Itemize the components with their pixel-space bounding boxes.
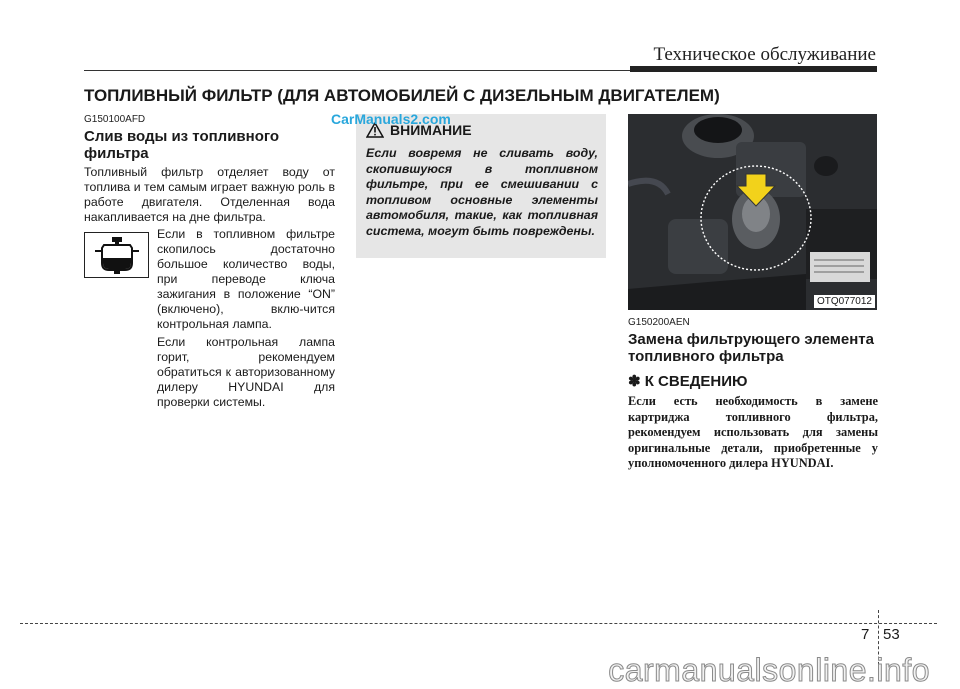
fuel-filter-warning-icon <box>84 232 149 278</box>
watermark-bottom: carmanualsonline.info <box>608 652 930 688</box>
page-title: ТОПЛИВНЫЙ ФИЛЬТР (ДЛЯ АВТОМОБИЛЕЙ С ДИЗЕЛЬНЫМ ДВИГАТЕЛЕМ) <box>84 86 720 105</box>
drain-paragraph-2: Если в топливном фильтре скопилось достаточно большое количество воды, при переводе ключа зажигания в положение “ON” (включено), вклю-чится контрольная лампа. <box>157 227 335 331</box>
header-rule <box>84 70 630 71</box>
section-code-2: G150200AEN <box>628 317 690 328</box>
footer-rule <box>20 623 937 624</box>
info-text: Если есть необходимость в замене картриджа топливного фильтра, рекомендуем использовать для замены оригинальные детали, приобретенные у уполномоченного дилера HYUNDAI. <box>628 394 878 470</box>
drain-heading: Слив воды из топливного фильтра <box>84 128 280 162</box>
info-title: ✽ К СВЕДЕНИЮ <box>628 373 748 390</box>
warning-title-text: ВНИМАНИЕ <box>390 122 472 138</box>
warning-box <box>356 114 606 258</box>
replace-heading: Замена фильтрующего элемента топливного фильтра <box>628 331 874 365</box>
watermark-top: CarManuals2.com <box>331 111 451 127</box>
warning-text: Если вовремя не сливать воду, скопившуюся в топливном фильтре, при ее смешивании с топливом основные элементы автомобиля, такие, как топливная система, могут быть повреждены. <box>366 146 598 238</box>
drain-paragraph-3: Если контрольная лампа горит, рекомендуем обратиться к авторизованному дилеру HYUNDAI для проверки системы. <box>157 335 335 409</box>
header-rule-thick <box>630 66 877 72</box>
engine-photo <box>628 114 877 310</box>
page-number: 53 <box>883 626 900 643</box>
drain-paragraph-1: Топливный фильтр отделяет воду от топлива и тем самым играет важную роль в работе двигателя. Отделенная вода накапливается на дне фильтра. <box>84 165 335 224</box>
photo-caption: OTQ077012 <box>814 295 875 308</box>
chapter-number: 7 <box>861 626 870 643</box>
section-header: Техническое обслуживание <box>653 44 876 65</box>
section-code: G150100AFD <box>84 114 146 125</box>
